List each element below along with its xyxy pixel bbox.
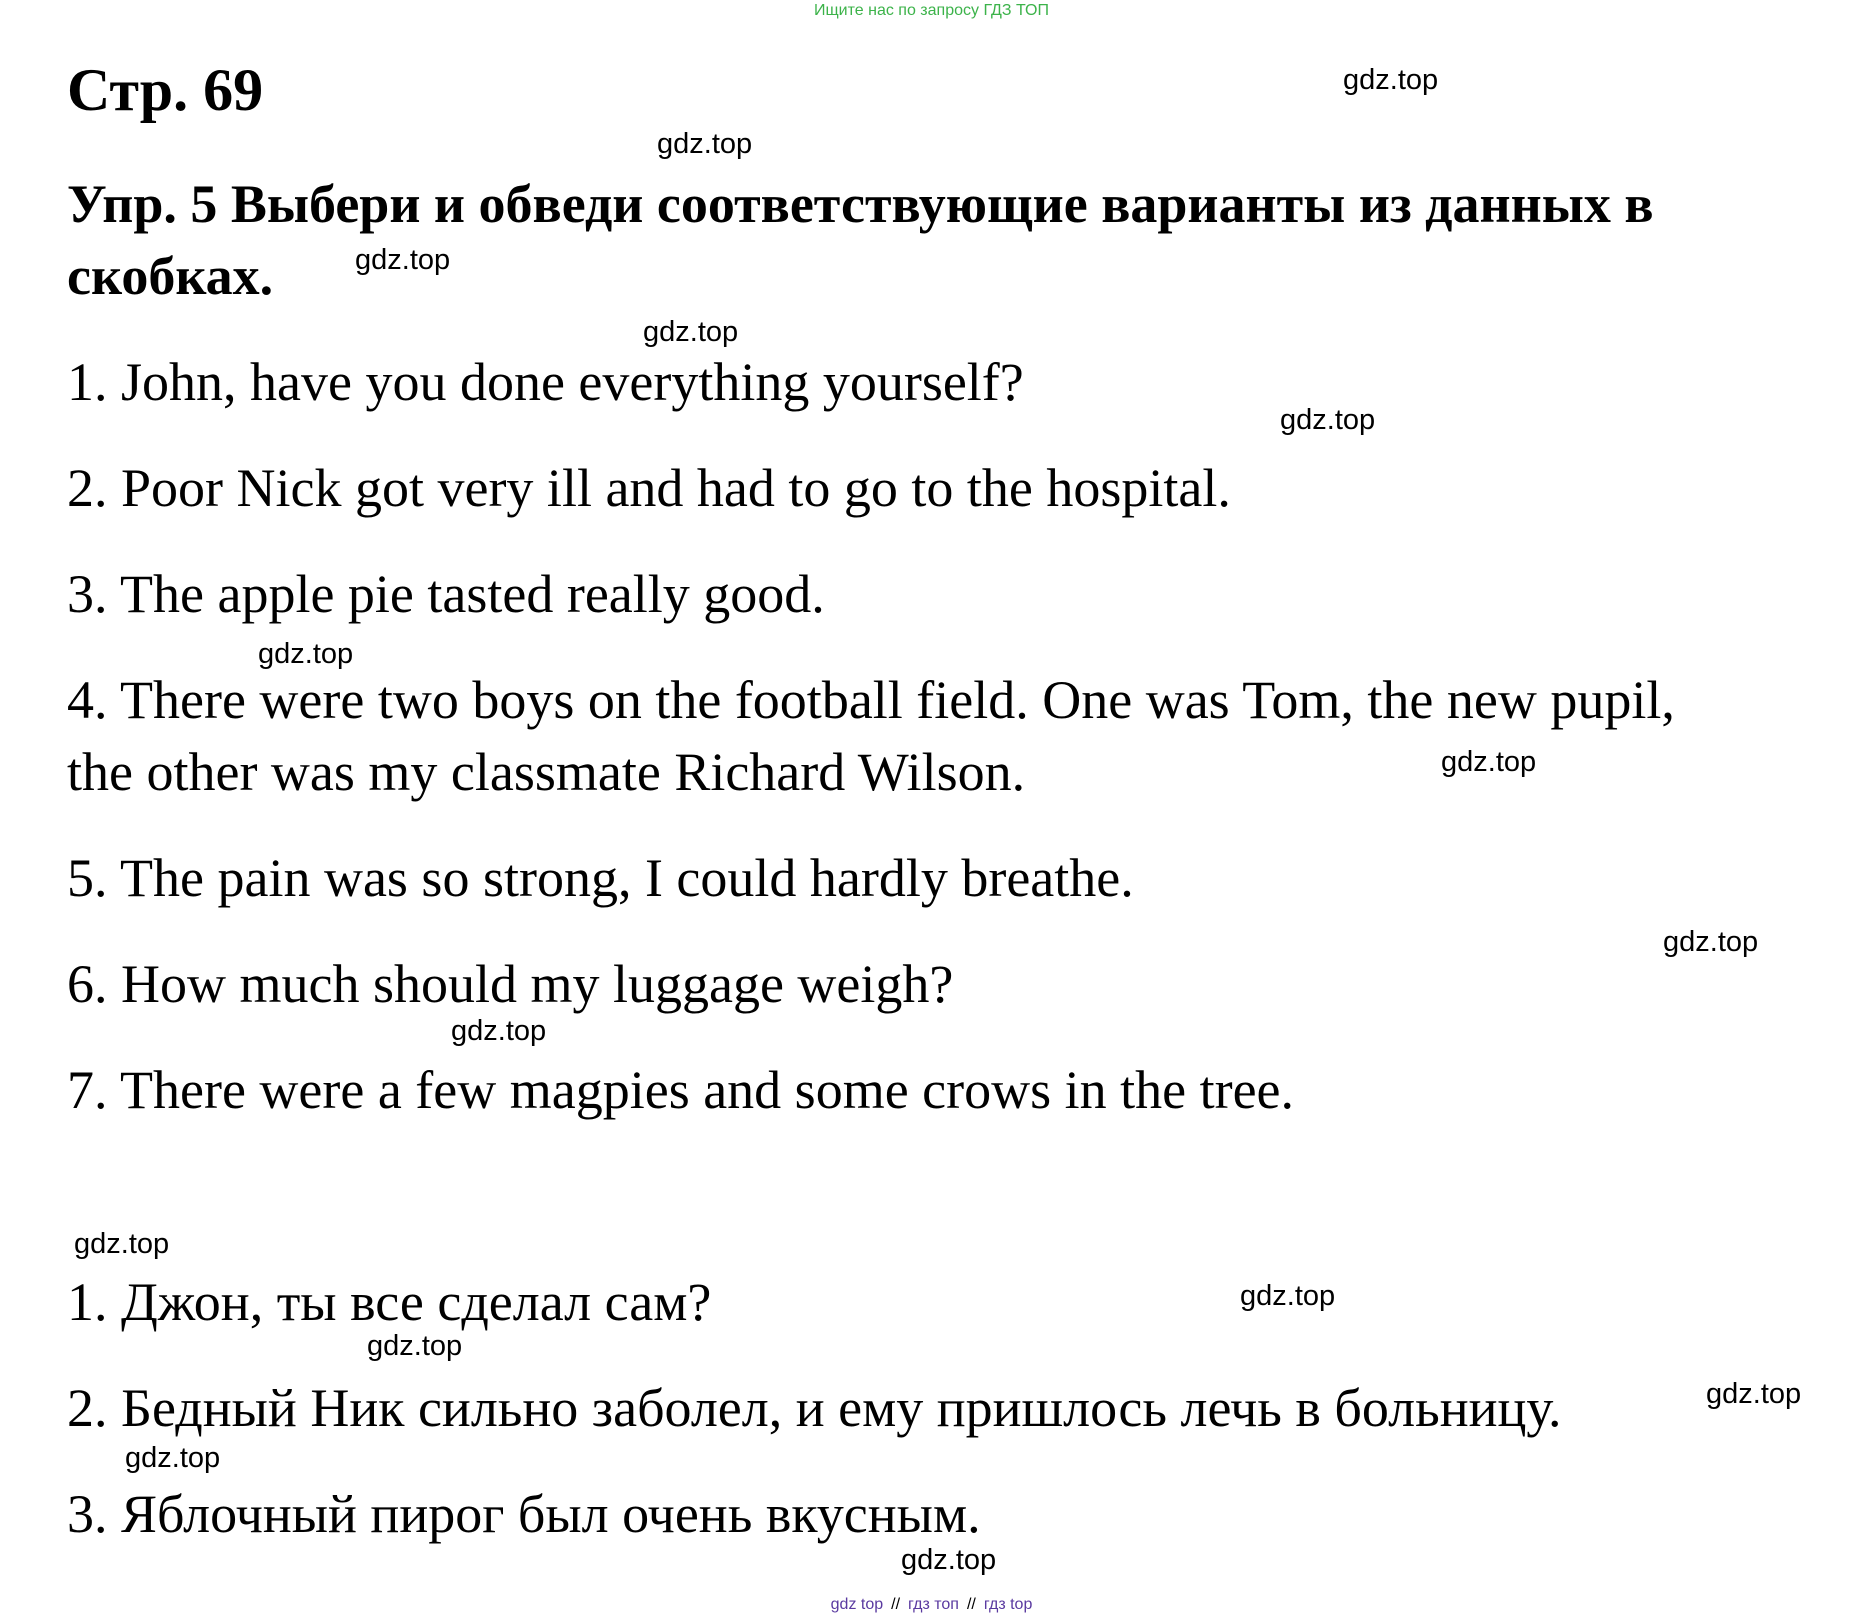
english-line: the other was my classmate Richard Wilson. bbox=[67, 742, 1026, 802]
watermark: gdz.top bbox=[657, 128, 753, 160]
page-number: Стр. 69 bbox=[67, 57, 264, 123]
watermark: gdz.top bbox=[258, 638, 354, 670]
watermark: gdz.top bbox=[125, 1442, 221, 1474]
watermark: gdz.top bbox=[1441, 746, 1537, 778]
watermark: gdz.top bbox=[1280, 404, 1376, 436]
footer-separator: // bbox=[891, 1596, 901, 1613]
watermark: gdz.top bbox=[901, 1544, 997, 1576]
footer bbox=[0, 1597, 1863, 1613]
english-line: 7. There were a few magpies and some crows in the tree. bbox=[67, 1060, 1295, 1120]
english-line: 2. Poor Nick got very ill and had to go to the hospital. bbox=[67, 458, 1231, 518]
watermark: gdz.top bbox=[1706, 1378, 1802, 1410]
english-line: 4. There were two boys on the football field. One was Tom, the new pupil, bbox=[67, 670, 1675, 730]
watermark: gdz.top bbox=[643, 316, 739, 348]
watermark: gdz.top bbox=[1240, 1280, 1336, 1312]
russian-line: 1. Джон, ты все сделал сам? bbox=[67, 1272, 712, 1332]
footer-text: гдз топ bbox=[908, 1596, 959, 1613]
watermark: gdz.top bbox=[1663, 926, 1759, 958]
watermark: gdz.top bbox=[1343, 64, 1439, 96]
footer-separator: // bbox=[966, 1596, 976, 1613]
english-line: 1. John, have you done everything yourself? bbox=[67, 352, 1024, 412]
footer-text: гдз top bbox=[983, 1596, 1033, 1613]
english-line: 3. The apple pie tasted really good. bbox=[67, 564, 825, 624]
watermark: gdz.top bbox=[367, 1330, 463, 1362]
top-banner: Ищите нас по запросу ГДЗ ТОП bbox=[814, 2, 1049, 19]
watermark: gdz.top bbox=[74, 1228, 170, 1260]
english-line: 6. How much should my luggage weigh? bbox=[67, 954, 954, 1014]
watermark: gdz.top bbox=[451, 1015, 547, 1047]
russian-line: 2. Бедный Ник сильно заболел, и ему пришлось лечь в больницу. bbox=[67, 1378, 1562, 1438]
task-heading: Упр. 5 Выбери и обведи соответствующие варианты из данных в скобках. bbox=[67, 174, 1654, 306]
footer-text: gdz top bbox=[830, 1596, 884, 1613]
watermark: gdz.top bbox=[355, 244, 451, 276]
russian-line: 3. Яблочный пирог был очень вкусным. bbox=[67, 1484, 981, 1544]
english-line: 5. The pain was so strong, I could hardly breathe. bbox=[67, 848, 1134, 908]
